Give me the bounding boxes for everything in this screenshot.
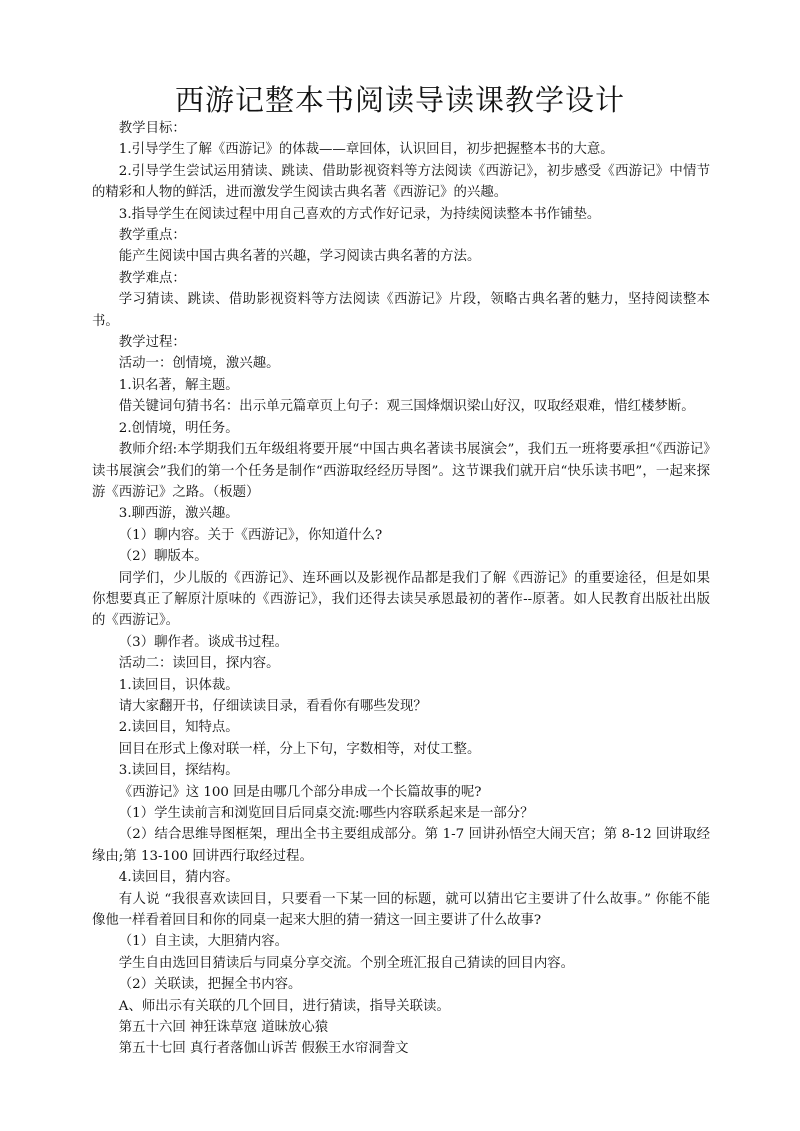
step-heading: 2.读回目，知特点。 <box>118 720 239 736</box>
paragraph: 3.指导学生在阅读过程中用自己喜欢的方式作好记录，为持续阅读整本书作铺垫。 <box>118 206 601 222</box>
heading-key-points: 教学重点： <box>118 228 186 244</box>
paragraph: 回目在形式上像对联一样，分上下句，字数相等，对仗工整。 <box>118 741 481 757</box>
paragraph: A、师出示有关联的几个回目，进行猜读，指导关联读。 <box>118 998 450 1014</box>
heading-process: 教学过程： <box>118 335 186 351</box>
paragraph: （2）结合思维导图框架，理出全书主要组成部分。第 1-7 回讲孙悟空大闹天宫；第 8-12 回讲取经缘由;第 13-100 回讲西行取经过程。 <box>92 827 710 864</box>
activity-heading: 活动一：创情境，激兴趣。 <box>118 356 280 372</box>
step-heading: 3.聊西游，激兴趣。 <box>118 506 239 522</box>
heading-difficulties: 教学难点： <box>118 270 186 286</box>
paragraph: （2）聊版本。 <box>118 549 208 565</box>
paragraph: 借关键词句猜书名：出示单元篇章页上句子：观三国烽烟识梁山好汉，叹取经艰难，惜红楼梦断。 <box>118 399 695 415</box>
activity-heading: 活动二：读回目，探内容。 <box>118 656 280 672</box>
paragraph: 学生自由选回目猜读后与同桌分享交流。个别全班汇报自己猜读的回目内容。 <box>118 955 575 971</box>
heading-objectives: 教学目标： <box>118 121 186 136</box>
paragraph: （3）聊作者。谈成书过程。 <box>118 634 289 650</box>
paragraph: 学习猜读、跳读、借助影视资料等方法阅读《西游记》片段，领略古典名著的魅力，坚持阅读整本书。 <box>92 292 710 329</box>
paragraph: 《西游记》这 100 回是由哪几个部分串成一个长篇故事的呢? <box>118 784 482 800</box>
document-title: 西游记整本书阅读导读课教学设计 <box>174 83 625 117</box>
step-heading: 3.读回目，探结构。 <box>118 763 239 779</box>
paragraph: 请大家翻开书，仔细读读目录，看看你有哪些发现？ <box>118 698 427 714</box>
paragraph: 能产生阅读中国古典名著的兴趣，学习阅读古典名著的方法。 <box>118 249 481 265</box>
step-heading: 2.创情境，明任务。 <box>118 420 239 436</box>
paragraph: （1）学生读前言和浏览回目后同桌交流:哪些内容联系起来是一部分？ <box>118 806 534 821</box>
paragraph: 2.引导学生尝试运用猜读、跳读、借助影视资料等方法阅读《西游记》，初步感受《西游记》中情节的精彩和人物的鲜活，进而激发学生阅读古典名著《西游记》的兴趣。 <box>92 163 710 201</box>
chapter-title: 第五十六回 神狂诛草寇 道昧放心猿 <box>118 1020 329 1036</box>
paragraph: （1）聊内容。关于《西游记》，你知道什么? <box>118 527 383 543</box>
document-body <box>92 118 710 1060</box>
paragraph: （1）自主读，大胆猜内容。 <box>118 934 289 950</box>
paragraph: 教师介绍:本学期我们五年级组将要开展“中国古典名著读书展演会”，我们五一班将要承担“《西游记》读书展演会”我们的第一个任务是制作“西游取经经历导图”。这节课我们就开启“快乐读书吧”，一起来探游《西游记》之路。（板题） <box>92 442 710 500</box>
paragraph: 有人说 “我很喜欢读回目，只要看一下某一回的标题，就可以猜出它主要讲了什么故事。” 你能不能像他一样看着回目和你的同桌一起来大胆的猜一猜这一回主要讲了什么故事? <box>92 891 710 929</box>
chapter-title: 第五十七回 真行者落伽山诉苦 假猴王水帘洞誊文 <box>118 1041 409 1057</box>
paragraph: 1.引导学生了解《西游记》的体裁——章回体，认识回目，初步把握整本书的大意。 <box>118 142 614 158</box>
step-heading: 4.读回目，猜内容。 <box>118 870 239 886</box>
paragraph: 同学们，少儿版的《西游记》、连环画以及影视作品都是我们了解《西游记》的重要途径，但是如果你想要真正了解原汁原味的《西游记》，我们还得去读吴承恩最初的著作--原著。如人民教育出版社出版的《西游记》。 <box>92 570 710 629</box>
paragraph: （2）关联读，把握全书内容。 <box>118 977 302 993</box>
step-heading: 1.读回目，识体裁。 <box>118 677 239 693</box>
step-heading: 1.识名著，解主题。 <box>118 377 239 393</box>
